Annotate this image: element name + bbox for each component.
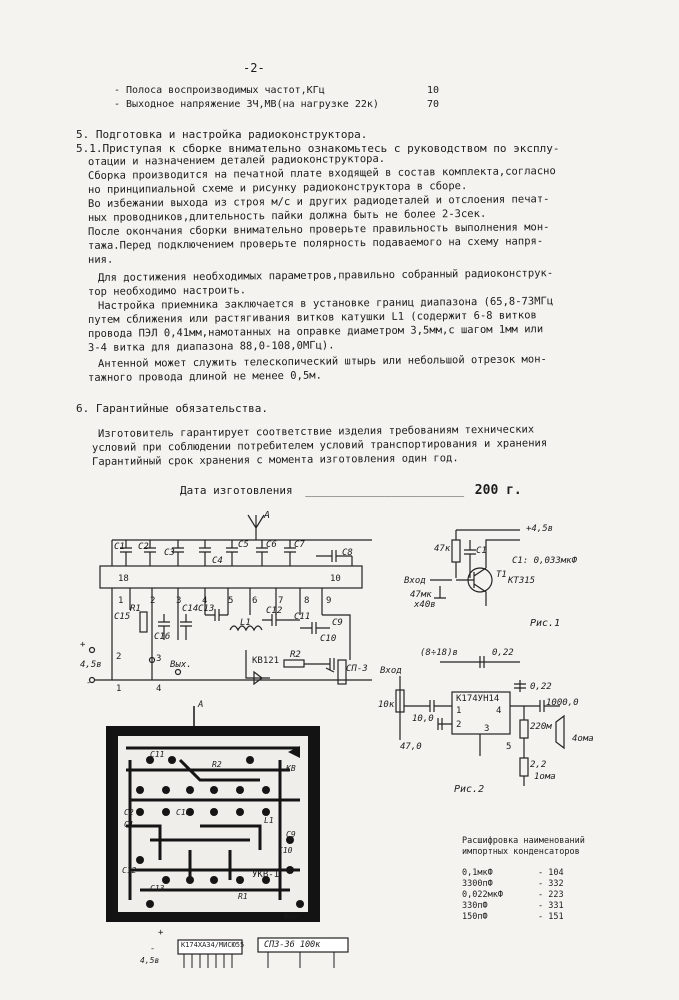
spec-label: - Выходное напряжение ЗЧ,МВ(на нагрузке 22к) bbox=[114, 99, 379, 110]
paragraph-line: ных проводников,длительность пайки должна быть не более 2-3сек. bbox=[87, 207, 487, 224]
fig2-label: 47,0 bbox=[400, 742, 422, 752]
fig2-label: 10,0 bbox=[412, 714, 434, 724]
section-heading: 6. Гарантийные обязательства. bbox=[76, 402, 269, 415]
pin-label: 7 bbox=[278, 596, 284, 606]
fig2-label: 220м bbox=[530, 722, 552, 732]
pcb-label: + bbox=[158, 928, 164, 938]
supply-voltage: 4,5в bbox=[80, 660, 102, 670]
legend-row: 0,022мкФ - 223 bbox=[462, 890, 564, 900]
schematic-label: C3 bbox=[164, 548, 175, 558]
schematic-label: C14 bbox=[182, 604, 199, 614]
fig2-label: 0,22 bbox=[530, 682, 552, 692]
paragraph-line: отации и назначением деталей радиоконструктора. bbox=[87, 152, 386, 168]
pcb-label: C1 bbox=[124, 820, 134, 829]
schematic-label: C11 bbox=[294, 612, 311, 622]
pin-label: 1 bbox=[118, 596, 124, 606]
schematic-label: C4 bbox=[212, 556, 223, 566]
paragraph-line: После окончания сборки внимательно проверьте правильность выполнения мон- bbox=[87, 221, 550, 238]
schematic-label: C13 bbox=[198, 604, 215, 614]
schematic-label: C6 bbox=[266, 540, 277, 550]
pcb-label: 4,5в bbox=[140, 956, 160, 965]
legend-title: импортных конденсаторов bbox=[462, 847, 580, 857]
paragraph-line: тор необходимо настроить. bbox=[87, 284, 247, 298]
fig2-chip: К174УН14 bbox=[456, 694, 500, 704]
fig1-label: C1: 0,033мкФ bbox=[512, 556, 578, 566]
date-year: 200 г. bbox=[474, 483, 522, 498]
paragraph-line: тажного провода длиной не менее 0,5м. bbox=[87, 369, 322, 384]
legend-row: 3300пФ - 332 bbox=[462, 879, 564, 889]
pcb-label: Вых. bbox=[284, 912, 304, 921]
page-number: -2- bbox=[243, 61, 265, 75]
legend-row: 0,1мкФ - 104 bbox=[462, 868, 564, 878]
fig2-label: 4ома bbox=[572, 734, 594, 744]
paragraph-line: Сборка производится на печатной плате входящей в состав комплекта,согласно bbox=[87, 165, 556, 182]
date-blank: ________________________ bbox=[305, 484, 465, 497]
paragraph-line: тажа.Перед подключением проверьте полярность подаваемого на схему напря- bbox=[87, 235, 544, 252]
fig1-caption: Рис.1 bbox=[530, 618, 561, 629]
output-label: Вых. bbox=[170, 660, 192, 670]
paragraph-line: Настройка приемника заключается в установке границ диапазона (65,8-73МГц bbox=[97, 295, 554, 312]
paragraph-line: но принципиальной схеме и рисунку радиоконструктора в сборе. bbox=[87, 180, 468, 196]
paragraph-line: Для достижения необходимых параметров,правильно собранный радиоконструк- bbox=[97, 267, 554, 284]
fig1-label: 47к bbox=[434, 544, 451, 554]
paragraph-line: Антенной может служить телескопический штырь или небольшой отрезок мон- bbox=[97, 353, 547, 370]
schematic-label: R1 bbox=[130, 604, 141, 614]
fig1-label: Вход bbox=[404, 576, 426, 586]
fig2-caption: Рис.2 bbox=[454, 784, 485, 795]
pcb-label: УКВ-1 bbox=[252, 870, 280, 880]
schematic-label: C1 bbox=[114, 542, 125, 552]
terminal-number: 1 bbox=[116, 684, 122, 694]
schematic-label: C15 bbox=[114, 612, 131, 622]
fig2-pin: 5 bbox=[506, 742, 512, 752]
fig2-supply: (8÷18)в bbox=[420, 648, 458, 658]
fig1-label: 47мк bbox=[410, 590, 432, 600]
pcb-label: A bbox=[198, 700, 204, 710]
spec-value: 10 bbox=[427, 85, 440, 96]
pcb-layout bbox=[106, 706, 348, 968]
pot-marking: СП3-36 100к bbox=[264, 940, 321, 950]
spec-label: - Полоса воспроизводимых частот,КГц bbox=[114, 85, 325, 96]
terminal-minus: - bbox=[86, 678, 92, 688]
section-heading: 5. Подготовка и настройка радиоконструктора. bbox=[76, 128, 368, 141]
fig2-label: Вход bbox=[380, 666, 402, 676]
fig2-pin: 1 bbox=[456, 706, 462, 716]
schematic-label: C12 bbox=[266, 606, 283, 616]
pcb-label: КВ bbox=[286, 764, 296, 773]
terminal-number: 4 bbox=[156, 684, 162, 694]
fig2-pin: 3 bbox=[484, 724, 490, 734]
pin-label: 9 bbox=[326, 596, 332, 606]
pin-label: 2 bbox=[150, 596, 156, 606]
legend-row: 330пФ - 331 bbox=[462, 901, 564, 911]
pin-label: 5 bbox=[228, 596, 234, 606]
fig1-label: T1 bbox=[496, 570, 507, 580]
paragraph-line: 3-4 витка для диапазона 88,0-108,0МГц). bbox=[87, 339, 335, 354]
pcb-label: C11 bbox=[150, 750, 165, 759]
date-label: Дата изготовления bbox=[180, 484, 293, 497]
pcb-label: R1 bbox=[238, 892, 248, 901]
pcb-label: C13 bbox=[150, 884, 165, 893]
ic-marking: К174ХА34/МИСЮ55 bbox=[181, 941, 245, 949]
capacitor-code-legend bbox=[462, 836, 585, 923]
fig2-pin: 2 bbox=[456, 720, 462, 730]
pcb-label: - bbox=[150, 944, 156, 954]
pin-label: 4 bbox=[202, 596, 208, 606]
terminal-plus: + bbox=[80, 640, 86, 650]
antenna-label: A bbox=[264, 510, 271, 521]
fig2-label: 10к bbox=[378, 700, 395, 710]
legend-title: Расшифровка наименований bbox=[462, 836, 585, 846]
pcb-label: C9 bbox=[286, 830, 296, 839]
pcb-label: C2 bbox=[124, 808, 134, 817]
schematic-label: C2 bbox=[138, 542, 149, 552]
pin-label: 6 bbox=[252, 596, 258, 606]
fig1-label: х40в bbox=[414, 600, 436, 610]
pin-label: 18 bbox=[118, 574, 129, 584]
fig1-schematic bbox=[430, 530, 520, 606]
schematic-label: C9 bbox=[332, 618, 343, 628]
legend-row: 150пФ - 151 bbox=[462, 912, 564, 922]
schematic-label: C8 bbox=[342, 548, 353, 558]
fig2-label: 2,2 bbox=[530, 760, 547, 770]
fig2-label: 1000,0 bbox=[546, 698, 579, 708]
schematic-label: C5 bbox=[238, 540, 249, 550]
paragraph-line: провода ПЭЛ 0,41мм,намотанных на оправке диаметром 3,5мм,с шагом 1мм или bbox=[87, 323, 544, 340]
schematic-label: L1 bbox=[240, 618, 251, 628]
schematic-label: C10 bbox=[320, 634, 337, 644]
fig1-label: КТ315 bbox=[508, 576, 536, 586]
fig2-pin: 4 bbox=[496, 706, 502, 716]
fig2-label: 1ома bbox=[534, 772, 556, 782]
terminal-number: 2 bbox=[116, 652, 122, 662]
schematic-label: C7 bbox=[294, 540, 305, 550]
schematic-label: СП-3 bbox=[346, 664, 368, 674]
pin-label: 8 bbox=[304, 596, 310, 606]
fig2-label: 0,22 bbox=[492, 648, 514, 658]
fig1-supply: +4,5в bbox=[526, 524, 554, 534]
paragraph-line: Во избежании выхода из строя м/с и других радиодеталей и отслоения печат- bbox=[87, 193, 550, 210]
spec-value: 70 bbox=[427, 99, 440, 110]
pcb-label: C16 bbox=[176, 808, 191, 817]
paragraph-line: 5.1.Приступая к сборке внимательно ознакомьтесь с руководством по эксплу- bbox=[76, 142, 560, 155]
schematic-label: C16 bbox=[154, 632, 171, 642]
terminal-number: 3 bbox=[156, 654, 162, 664]
pcb-label: C12 bbox=[122, 866, 137, 875]
paragraph-line: путем сближения или растягивания витков катушки L1 (содержит 6-8 витков bbox=[87, 309, 537, 326]
pcb-label: R2 bbox=[212, 760, 222, 769]
paragraph-line: Изготовитель гарантирует соответствие изделия требованиям технических bbox=[97, 423, 535, 440]
pcb-label: L1 bbox=[264, 816, 274, 825]
paragraph-line: Гарантийный срок хранения с момента изготовления один год. bbox=[91, 452, 459, 468]
pcb-label: C10 bbox=[278, 846, 293, 855]
paragraph-line: ния. bbox=[87, 253, 114, 266]
pin-label: 10 bbox=[330, 574, 341, 584]
pin-label: 3 bbox=[176, 596, 182, 606]
schematic-label: R2 bbox=[290, 650, 301, 660]
paragraph-line: условий при соблюдении потребителем условий транспортирования и хранения bbox=[91, 437, 548, 454]
fig1-label: C1 bbox=[476, 546, 487, 556]
schematic-label: КВ121 bbox=[252, 656, 280, 666]
